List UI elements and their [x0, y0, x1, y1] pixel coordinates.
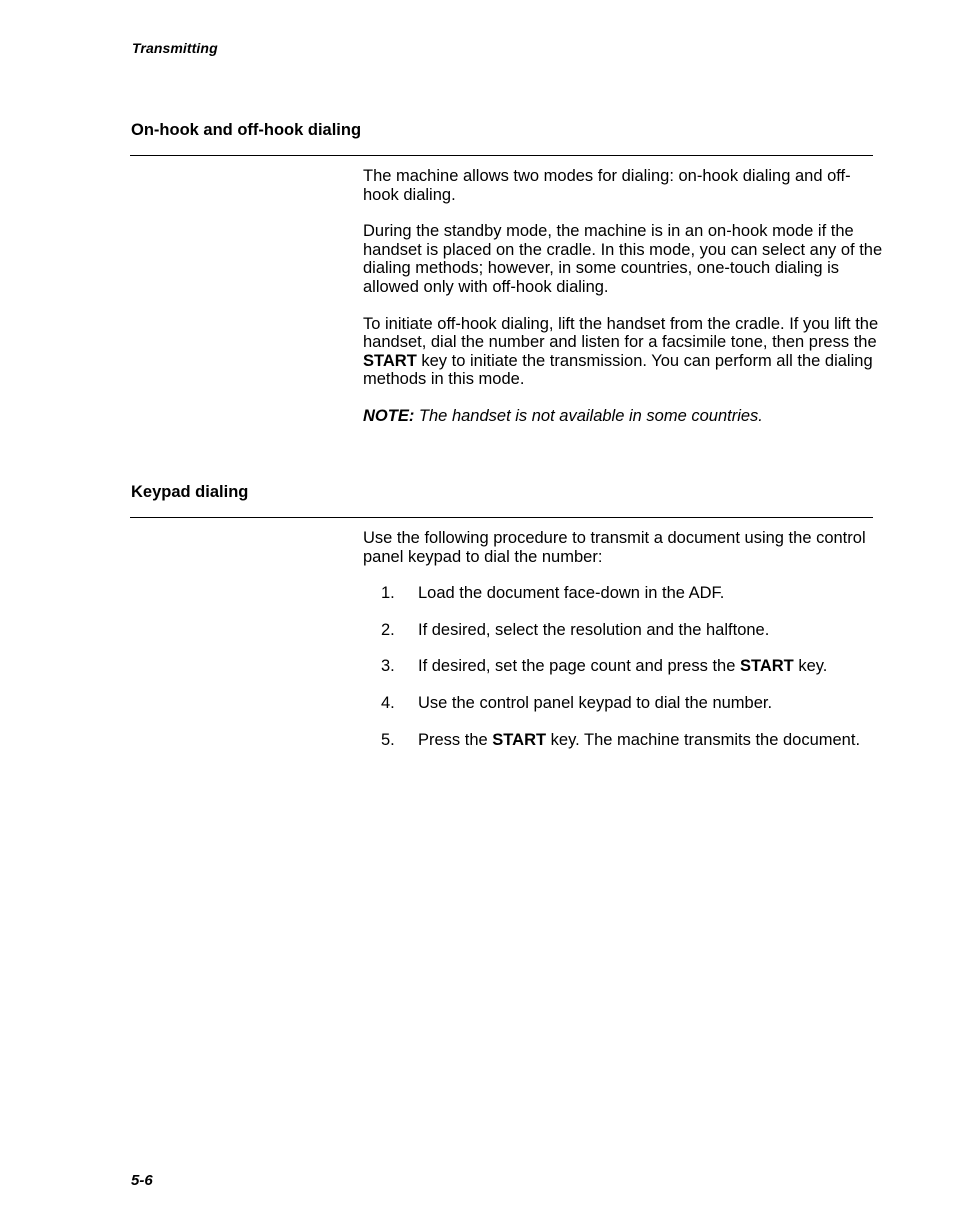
step-text: If desired, select the resolution and the halftone. — [418, 620, 770, 639]
section-title-on-off-hook: On-hook and off-hook dialing — [131, 121, 362, 139]
list-item — [363, 731, 868, 750]
step-number: 3. — [381, 657, 395, 676]
note — [363, 407, 883, 426]
section-divider — [130, 517, 873, 518]
step-text: Use the control panel keypad to dial the number. — [418, 693, 773, 712]
section-divider — [130, 155, 873, 156]
step-bold: START — [492, 730, 547, 749]
procedure-steps — [363, 584, 883, 749]
running-header: Transmitting — [132, 40, 218, 56]
step-text: Press the — [418, 730, 493, 749]
list-item — [363, 657, 868, 676]
text-run: key to initiate the transmission. You can perform all the dialing methods in this mode. — [363, 351, 873, 389]
list-item — [363, 694, 868, 713]
step-number: 2. — [381, 620, 395, 639]
paragraph — [363, 315, 883, 389]
step-bold: START — [739, 657, 794, 676]
note-text: The handset is not available in some countries. — [414, 406, 763, 425]
step-text: key. The machine transmits the document. — [546, 730, 861, 749]
step-text: key. — [793, 657, 828, 676]
list-item — [363, 584, 868, 603]
step-number: 1. — [381, 584, 395, 603]
step-text: If desired, set the page count and press the — [418, 657, 740, 676]
paragraph: The machine allows two modes for dialing: on-hook dialing and off-hook dialing. — [363, 167, 851, 204]
step-number: 4. — [381, 693, 395, 712]
text-run: To initiate off-hook dialing, lift the handset from the cradle. If you lift the handset, dial the number and listen for a facsimile tone, then press the — [363, 314, 879, 352]
section-body-on-off-hook — [363, 167, 883, 426]
paragraph: Use the following procedure to transmit a document using the control panel keypad to dial the number: — [363, 529, 866, 566]
list-item — [363, 621, 868, 640]
step-text: Load the document face-down in the ADF. — [418, 584, 725, 603]
step-number: 5. — [381, 730, 395, 749]
paragraph: During the standby mode, the machine is in an on-hook mode if the handset is placed on the cradle. In this mode, you can select any of the dialing methods; however, in some countries, one-touch dialing is allowed only with off-hook dialing. — [363, 222, 883, 296]
start-key-text: START — [363, 351, 417, 370]
note-label: NOTE: — [363, 406, 415, 425]
section-title-keypad-dialing: Keypad dialing — [131, 483, 249, 501]
page-number: 5-6 — [131, 1172, 153, 1189]
section-body-keypad-dialing — [363, 529, 883, 749]
